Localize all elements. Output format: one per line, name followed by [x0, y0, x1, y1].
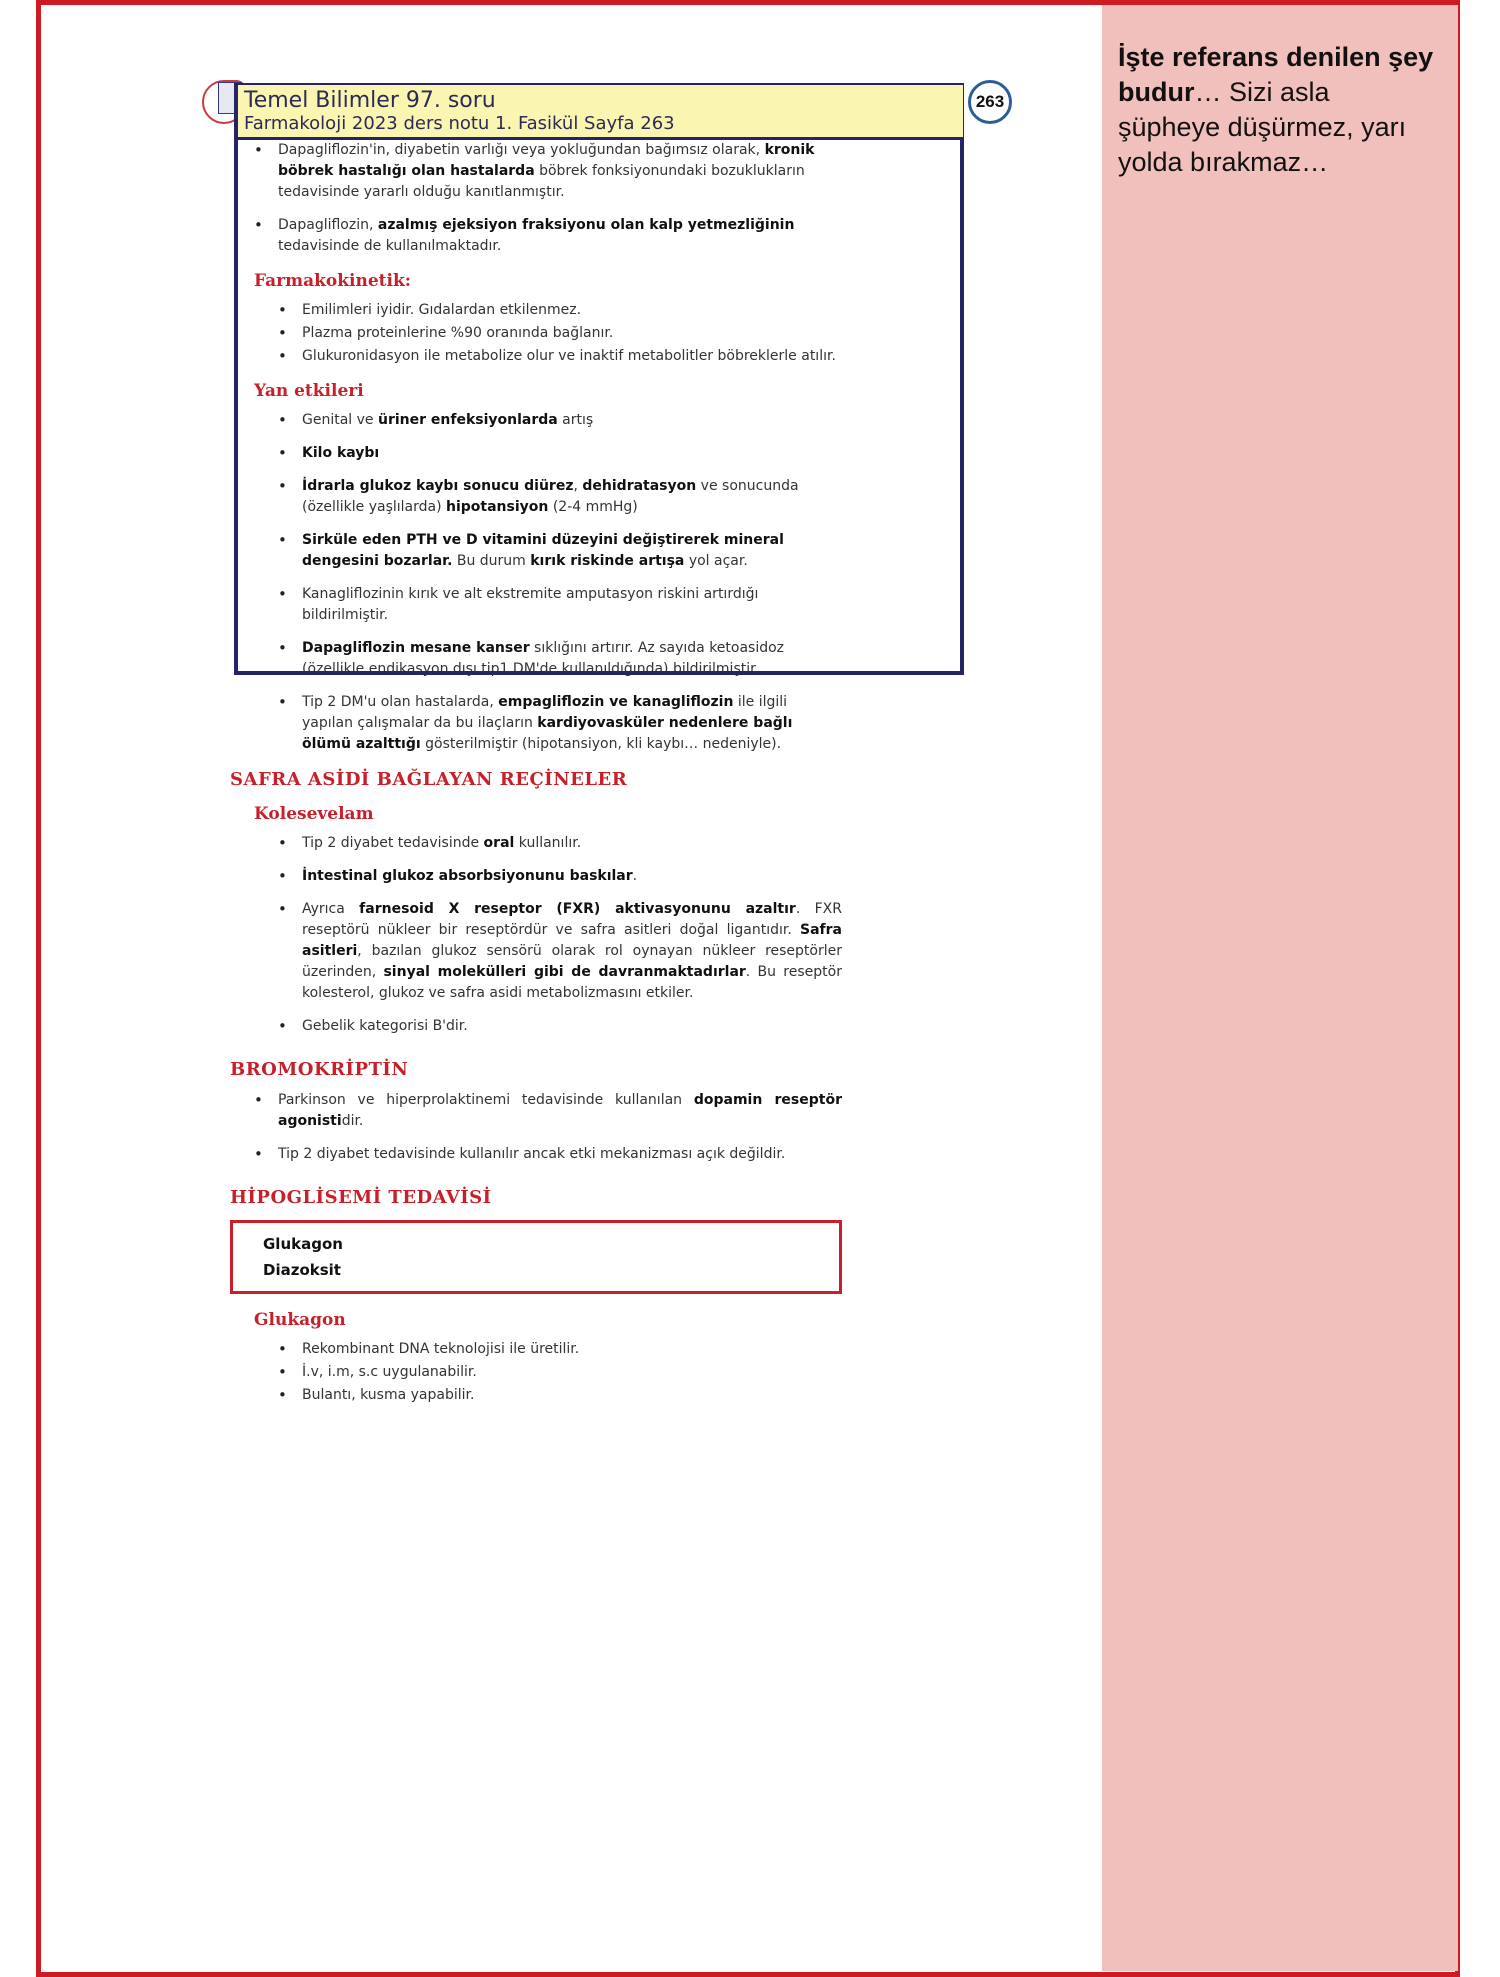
text: Tip 2 diyabet tedavisinde kullanılır ancak etki mekanizması açık değildir. — [278, 1146, 786, 1162]
text: İ.v, i.m, s.c uygulanabilir. — [302, 1364, 477, 1380]
list-item — [230, 1362, 842, 1383]
text: (2-4 mmHg) — [548, 499, 638, 515]
reference-annotation — [238, 85, 963, 140]
text: yol açar. — [684, 553, 748, 569]
bold-text: Safra asitleri — [302, 922, 842, 959]
list-item — [230, 899, 842, 1004]
glukagon-list — [230, 1339, 842, 1406]
text: dir. — [341, 1113, 364, 1129]
annotation-line-1: Temel Bilimler 97. soru — [244, 88, 496, 113]
sidebar-quote — [1118, 40, 1438, 180]
text: Bu durum — [452, 553, 531, 569]
text: . — [632, 868, 638, 884]
text: Rekombinant DNA teknolojisi ile üretilir. — [302, 1341, 580, 1357]
bromokriptin-heading: BROMOKRİPTİN — [230, 1059, 409, 1080]
text: , — [573, 478, 583, 494]
text: gösterilmiştir (hipotansiyon, kli kaybı… nedeniyle). — [420, 736, 782, 752]
safra-heading: SAFRA ASİDİ BAĞLAYAN REÇİNELER — [230, 769, 628, 790]
list-item — [230, 692, 842, 755]
bold-text: Kilo kaybı — [302, 445, 380, 461]
bold-text: oral — [483, 835, 515, 851]
bold-text: dopamin reseptör agonisti — [278, 1092, 842, 1129]
bold-text: dehidratasyon — [582, 478, 697, 494]
text: ile ilgili yapılan çalışmalar da bu ilaçların — [302, 694, 788, 731]
text: Gebelik kategorisi B'dir. — [302, 1018, 468, 1034]
text: Plazma proteinlerine %90 oranında bağlanır. — [302, 325, 614, 341]
text: kullanılır. — [514, 835, 582, 851]
list-item — [230, 1090, 842, 1132]
sidebar-quote-bold: İşte referans denilen şey budur — [1118, 42, 1434, 107]
reference-highlight-box — [234, 83, 964, 675]
glukagon-heading: Glukagon — [254, 1310, 346, 1330]
text: artış — [557, 412, 594, 428]
sidebar-panel — [1102, 5, 1458, 1971]
bold-text: İntestinal glukoz absorbsiyonunu baskılar — [302, 868, 633, 884]
text: Emilimleri iyidir. Gıdalardan etkilenmez. — [302, 302, 582, 318]
annotation-line-2: Farmakoloji 2023 ders notu 1. Fasikül Sayfa 263 — [244, 113, 675, 134]
bold-text: kardiyovasküler nedenlere bağlı ölümü azalttığı — [302, 715, 793, 752]
bromokriptin-list — [230, 1090, 842, 1165]
text: Genital ve — [302, 412, 378, 428]
text: Dapagliflozin'in, diyabetin varlığı veya yokluğundan bağımsız olarak, — [278, 142, 765, 158]
yan-etkileri-heading: Yan etkileri — [254, 381, 364, 401]
text: Parkinson ve hiperprolaktinemi tedavisinde kullanılan — [278, 1092, 694, 1108]
bold-text: farnesoid X reseptor (FXR) aktivasyonunu azaltır — [359, 901, 796, 917]
text: . FXR reseptörü nükleer bir reseptördür ve safra asitleri doğal ligantıdır. — [302, 901, 842, 938]
list-item — [230, 1016, 842, 1037]
hipoglisemi-box — [230, 1220, 842, 1294]
list-item — [230, 833, 842, 854]
page-number-badge: 263 — [968, 80, 1012, 124]
text: Tip 2 diyabet tedavisinde — [302, 835, 484, 851]
list-item — [230, 1339, 842, 1360]
hipoglisemi-heading: HİPOGLİSEMİ TEDAVİSİ — [230, 1187, 492, 1208]
bold-text: hipotansiyon — [446, 499, 549, 515]
text: Ayrıca — [302, 901, 360, 917]
bold-text: kronik böbrek hastalığı olan hastalarda — [278, 142, 815, 179]
text: Kanagliflozinin kırık ve alt ekstremite amputasyon riskini artırdığı bildirilmiştir. — [302, 586, 759, 623]
bold-text: İdrarla glukoz kaybı sonucu diürez — [302, 478, 574, 494]
bold-text: Sirküle eden PTH ve D vitamini düzeyini değiştirerek mineral dengesini bozarlar. — [302, 532, 784, 569]
box-item-diazoksit: Diazoksit — [263, 1261, 341, 1279]
text: Glukuronidasyon ile metabolize olur ve inaktif metabolitler böbreklerle atılır. — [302, 348, 836, 364]
bold-text: empagliflozin ve kanagliflozin — [498, 694, 734, 710]
text: Bulantı, kusma yapabilir. — [302, 1387, 475, 1403]
kolesevelam-heading: Kolesevelam — [254, 804, 374, 824]
text: Tip 2 DM'u olan hastalarda, — [302, 694, 499, 710]
text: böbrek fonksiyonundaki bozuklukların tedavisinde yararlı olduğu kanıtlanmıştır. — [278, 163, 805, 200]
text: Dapagliflozin, — [278, 217, 378, 233]
bold-text: azalmış ejeksiyon fraksiyonu olan kalp yetmezliğinin — [377, 217, 795, 233]
text: , bazılan glukoz sensörü olarak rol oynayan nükleer reseptörler üzerinden, — [302, 943, 842, 980]
safra-list — [230, 833, 842, 1037]
list-item — [230, 866, 842, 887]
text: . Bu reseptör kolesterol, glukoz ve safra asidi metabolizmasını etkiler. — [302, 964, 842, 1001]
text: sıklığını artırır. Az sayıda ketoasidoz (özellikle endikasyon dışı tip1 DM'de kullanıldığında) bildirilmiştir. — [302, 640, 785, 677]
bold-text: üriner enfeksiyonlarda — [377, 412, 558, 428]
text: tedavisinde de kullanılmaktadır. — [278, 238, 502, 254]
farmakokinetik-heading: Farmakokinetik: — [254, 271, 412, 291]
bold-text: sinyal molekülleri gibi de davranmaktadırlar — [383, 964, 746, 980]
bold-text: kırık riskinde artışa — [530, 553, 685, 569]
sidebar-quote-rest: … Sizi asla şüpheye düşürmez, yarı yolda bırakmaz… — [1118, 77, 1407, 177]
bold-text: Dapagliflozin mesane kanser — [302, 640, 530, 656]
text: ve sonucunda (özellikle yaşlılarda) — [302, 478, 799, 515]
list-item — [230, 1144, 842, 1165]
list-item — [230, 1385, 842, 1406]
box-item-glukagon: Glukagon — [263, 1235, 343, 1253]
